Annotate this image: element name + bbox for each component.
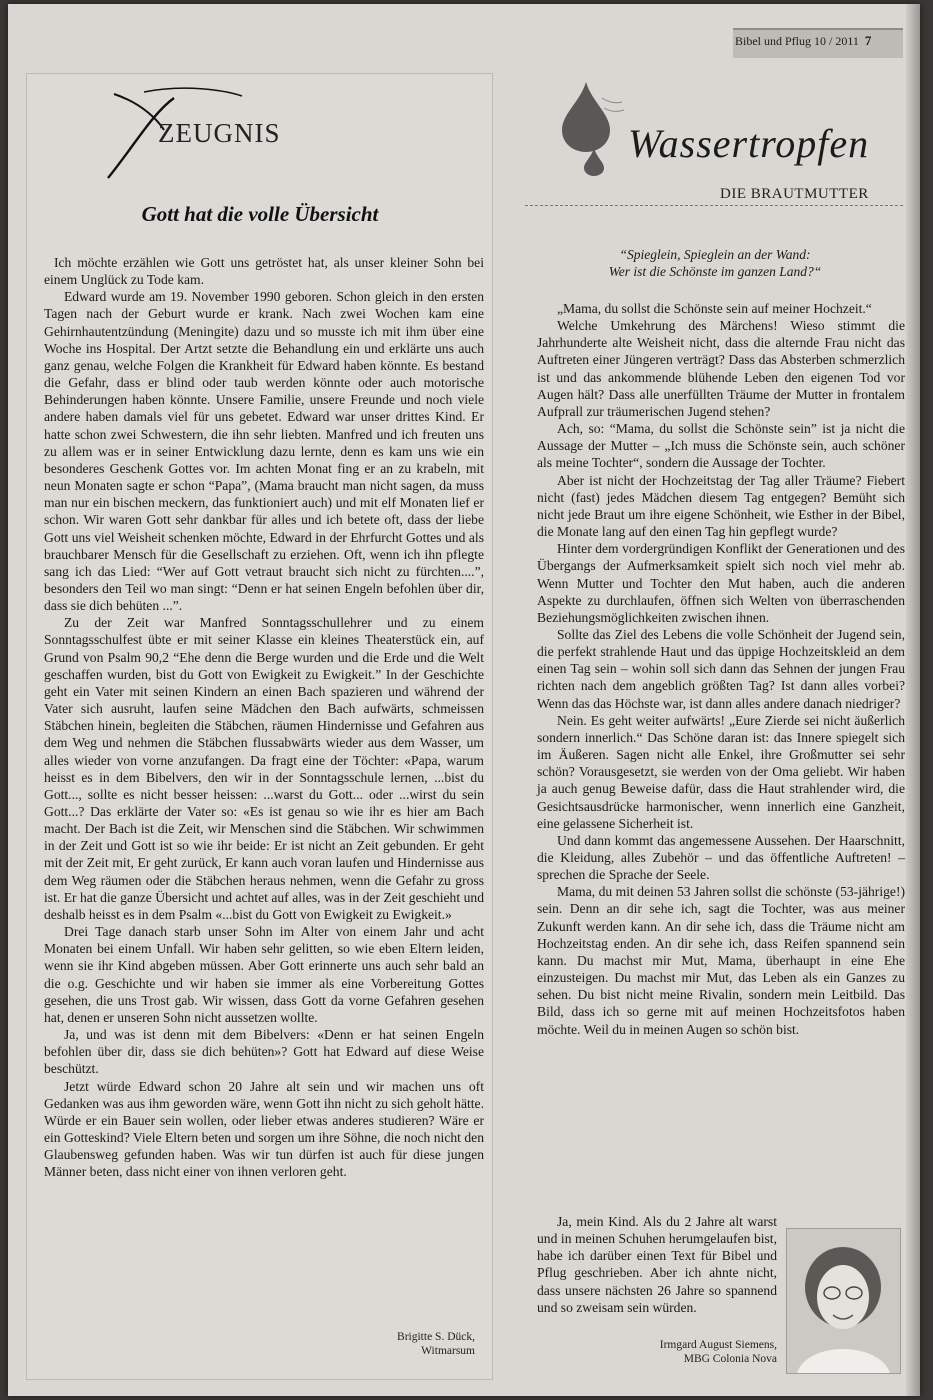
paragraph: Drei Tage danach starb unser Sohn im Alter von einem Jahr und acht Monaten bei einem Unfall. Wir haben sehr gelitten, so wie eben Eltern leiden, wenn sie ihr Kind abgeben müssen. Aber Gott erinnerte uns auch sehr bald an die o.g. Geschichte und wir haben sie immer als eine Vorbereitung Gottes gesehen, die uns Trost gab. Wir wissen, dass Gott da vorne Gefahren gesehen hat, denen er unseren Sohn nicht aussetzen wollte. bbox=[44, 924, 484, 1025]
right-article-body bbox=[537, 300, 905, 1038]
page-number: 7 bbox=[864, 33, 872, 48]
author-signature-left bbox=[300, 1330, 475, 1358]
article-title-left: Gott hat die volle Übersicht bbox=[141, 202, 379, 226]
paragraph: Und dann kommt das angemessene Aussehen. Der Haarschnitt, die Kleidung, alles Zubehör – und das öffentliche Auftreten! – sprechen die Sprache der Seele. bbox=[537, 832, 905, 883]
section-title-zeugnis: ZEUGNIS bbox=[158, 118, 281, 148]
header-rule bbox=[525, 205, 903, 206]
paragraph: Ja, und was ist denn mit dem Bibelvers: «Denn er hat seinen Engeln befohlen über dir, dass sie dich behüten»? Gott hat Edward auf diese Weise beschützt. bbox=[44, 1027, 484, 1077]
author-name: Irmgard August Siemens, bbox=[659, 1339, 777, 1351]
paragraph: Nein. Es geht weiter aufwärts! „Eure Zierde sei nicht äußerlich sondern innerlich.“ Das Schöne daran ist: das Innere spiegelt sich im Äußeren. Sagen nicht alle Enkel, ihre Großmutter sei sehr schön? Vorausgesetzt, sie werden von der Oma geliebt. Wir haben ja auch genug Beweise dafür, dass die Haut strahlender wird, die Gesichtsausdrücke harmonischer, wenn innerlich eine Ganzheit, eine gelassene Sicherheit ist. bbox=[537, 712, 905, 831]
author-name: Brigitte S. Dück, bbox=[397, 1331, 475, 1343]
left-article-body bbox=[44, 254, 484, 1180]
section-title-wassertropfen: Wassertropfen bbox=[628, 121, 870, 166]
paragraph: Edward wurde am 19. November 1990 geboren. Schon gleich in den ersten Tagen nach der Geburt wurde er krank. Nach zwei Wochen kam eine Gehirnhautentzündung (Meningite) dazu und so musste ich mit ihm über eine Woche ins Hospital. Der Artzt setzte die Behandlung ein und erklärte uns auch ganz genau, welche Folgen die Krankheit für Edward haben könnte. Es bestand die Gefahr, dass er blind oder taub werden könnte oder auch motorische Behinderungen haben könnte. Unsere Familie, unsere Freunde und noch viele andere haben damals viel für uns gebetet. Edward war unser drittes Kind. Er hatte schon zwei Schwestern, die ihn sehr liebten. Manfred und ich freuten uns zu allem was er in seiner Entwicklung dazu lernte, denn es kam uns wie ein besonderes Geschenk Gottes vor. Im achten Monat fing er an zu krabeln, mit neun Monaten sagte er schon “Papa”, (Mama braucht man nicht sagen, da muss man nur ein bischen meckern, das funktioniert auch) und mit elf Monaten lief er schon. Wir waren Gott sehr dankbar für alles und ich betete oft, dass der liebe Gott uns viel Weisheit schenken möchte, Edward in der Ehrfurcht Gottes und als brauchbarer Mensch für die Gesellschaft zu erziehen. Oft, wenn ich ihn pflegte sang ich das Lied: “Wer auf Gott vetraut braucht sich nicht zu fürchten....”, besonders den Teil wo man singt: “Denn er hat seinen Engeln befohlen über dir, dass sie dich behüten ...”. bbox=[44, 289, 484, 614]
quote-line: Wer ist die Schönste im ganzen Land?“ bbox=[608, 264, 822, 279]
paragraph: Welche Umkehrung des Märchens! Wieso stimmt die Jahrhunderte alte Weisheit nicht, dass die alternde Frau nicht das Auftreten einer Jüngeren verträgt? Dass das Absterben schmerzlich ist und das ankommende blühende Leben den eigenen Tod vor Augen hält? Dass alle unerfüllten Träume der Mutter in frontalem Aufprall zur träumerischen Jugend stehen? bbox=[537, 318, 905, 419]
page-spine bbox=[906, 4, 920, 1396]
paragraph: Hinter dem vordergründigen Konflikt der Generationen und des Übergangs der Aufmerksamkeit spielt sich noch viel mehr ab. Wenn Mutter und Tochter den Mut haben, auch die anderen Aspekte zu durchlaufen, öffnen sich Welten von überraschenden Beziehungsmöglichkeiten zwischen ihnen. bbox=[537, 541, 905, 625]
article-title-right: DIE BRAUTMUTTER bbox=[720, 186, 869, 202]
paragraph: Sollte das Ziel des Lebens die volle Schönheit der Jugend sein, die perfekt strahlende Haut und das üppige Hochzeitskleid an dem einen Tag sein – wohin soll sich dann das Sehnen der jungen Frau richten nach dem angeblich größten Tag? Ist dann alles vorbei? Wenn das das Höchste war, ist dann alles andere danach niedriger? bbox=[537, 626, 905, 711]
author-org: MBG Colonia Nova bbox=[683, 1353, 777, 1365]
running-header bbox=[735, 33, 871, 49]
author-portrait-photo bbox=[786, 1228, 901, 1374]
epigraph-quote bbox=[530, 246, 900, 280]
right-article-closing bbox=[537, 1213, 777, 1316]
author-signature-right bbox=[600, 1338, 777, 1366]
paragraph: Zu der Zeit war Manfred Sonntagsschullehrer und zu einem Sonntagsschulfest übte er mit seiner Klasse ein kleines Theaterstück ein, auf Grund von Psalm 90,2 “Ehe denn die Berge wurden und die Erde und die Welt geschaffen wurden, bist du Gott von Ewigkeit zu Ewigkeit.” In der Geschichte geht ein Vater mit seinen Kindern an einen Bach spazieren und während der Vater sich ausruht, laufen seine Mädchen den Bach aufwärts, schmeissen Stäbchen hinein, begleiten die Stäbchen, räumen Hindernisse und Gefahren aus dem Weg und nehmen die Stäbchen flussabwärts wieder aus dem Wasser, um alles wieder von vorne anzufangen. Da fragt eine der Töchter: «Papa, warum heisst es in dem Bibelvers, den wir in der Sonntagsschule lernen, ...bist du Gott..., sollte es nicht besser heissen: ...warst du Gott... oder ...wirst du sein Gott...? Das erklärte der Vater so: «Es ist genau so wie ihr es hier am Bach macht. Der Bach ist die Zeit, wir Menschen sind die Stäbchen. Wir schwimmen in der Zeit und Gott ist so wie ihr beide: Er ist nicht an Zeit gebunden. Er geht mit der Zeit mit, Er geht zurück, Er kann auch voran laufen und Hindernisse aus dem Weg räumen oder die Stäbchen heraus nehmen, wenn die Gefahr zu gross ist. Er hat die ganze Übersicht und achtet auf alles, was in der Zeit geschieht und deshalb heisst es in dem Psalm «...bist du Gott von Ewigkeit zu Ewigkeit.» bbox=[44, 615, 484, 922]
paragraph: Aber ist nicht der Hochzeitstag der Tag aller Träume? Fiebert nicht (fast) jedes Mädchen diesem Tag entgegen? Bemüht sich nicht jede Braut um ihre eigene Schönheit, wie Esther in der Bibel, die Monate lang auf den einen Tag hin gepflegt wurde? bbox=[537, 472, 905, 540]
water-drop-icon bbox=[556, 78, 626, 178]
author-place: Witmarsum bbox=[421, 1345, 475, 1357]
paragraph: „Mama, du sollst die Schönste sein auf meiner Hochzeit.“ bbox=[557, 301, 872, 316]
paragraph: Mama, du mit deinen 53 Jahren sollst die schönste (53-jährige!) sein. Denn an dir sehe ich, sagt die Tochter, was aus meiner Zukunft werden kann. An dir sehe ich, dass die Träume nicht am Hochzeitstag enden. An dir sehe ich, dass Reifen spannend sein kann. Du machst mir Mut, Mama, überhaupt in eine Ehe einzusteigen. Du machst mir Mut, das Leben als ein Ganzes zu sehen. Du bist nicht meine Rivalin, sondern mein Leitbild. Das Bild, dass ich so gerne mit auf meinen Hochzeitsfotos haben möchte. Weil du in meinen Augen so schön bist. bbox=[537, 884, 905, 1037]
paragraph: Ach, so: “Mama, du sollst die Schönste sein” ist ja nicht die Aussage der Mutter – „Ich muss die Schönste sein, auch schöner als meine Tochter“, sondern die Aussage der Tochter. bbox=[537, 421, 905, 471]
paragraph: Ja, mein Kind. Als du 2 Jahre alt warst und in meinen Schuhen herumgelaufen bist, habe ich darüber einen Text für Bibel und Pflug geschrieben. Aber ich ahnte nicht, dass unsere nächsten 26 Jahre so spannend und so zweisam sein würden. bbox=[537, 1214, 777, 1315]
paragraph: Jetzt würde Edward schon 20 Jahre alt sein und wir machen uns oft Gedanken was aus ihm geworden wäre, wenn Gott ihn nicht zu sich geholt hätte. Würde er ein Bauer sein wollen, oder lieber etwas anderes studieren? Wäre er ein Gotteskind? Viele Eltern beten und sorgen um ihre Söhne, die noch nicht den Glaubensweg gefunden haben. Was wir tun dürfen ist auch für diese jungen Männer beten, dass nicht einer von ihnen verloren geht. bbox=[44, 1078, 484, 1180]
paragraph: Ich möchte erzählen wie Gott uns getröstet hat, als unser kleiner Sohn bei einem Unglück zu Tode kam. bbox=[44, 255, 484, 288]
magazine-name: Bibel und Pflug 10 / 2011 bbox=[735, 34, 859, 48]
quote-line: “Spieglein, Spieglein an der Wand: bbox=[619, 247, 811, 262]
